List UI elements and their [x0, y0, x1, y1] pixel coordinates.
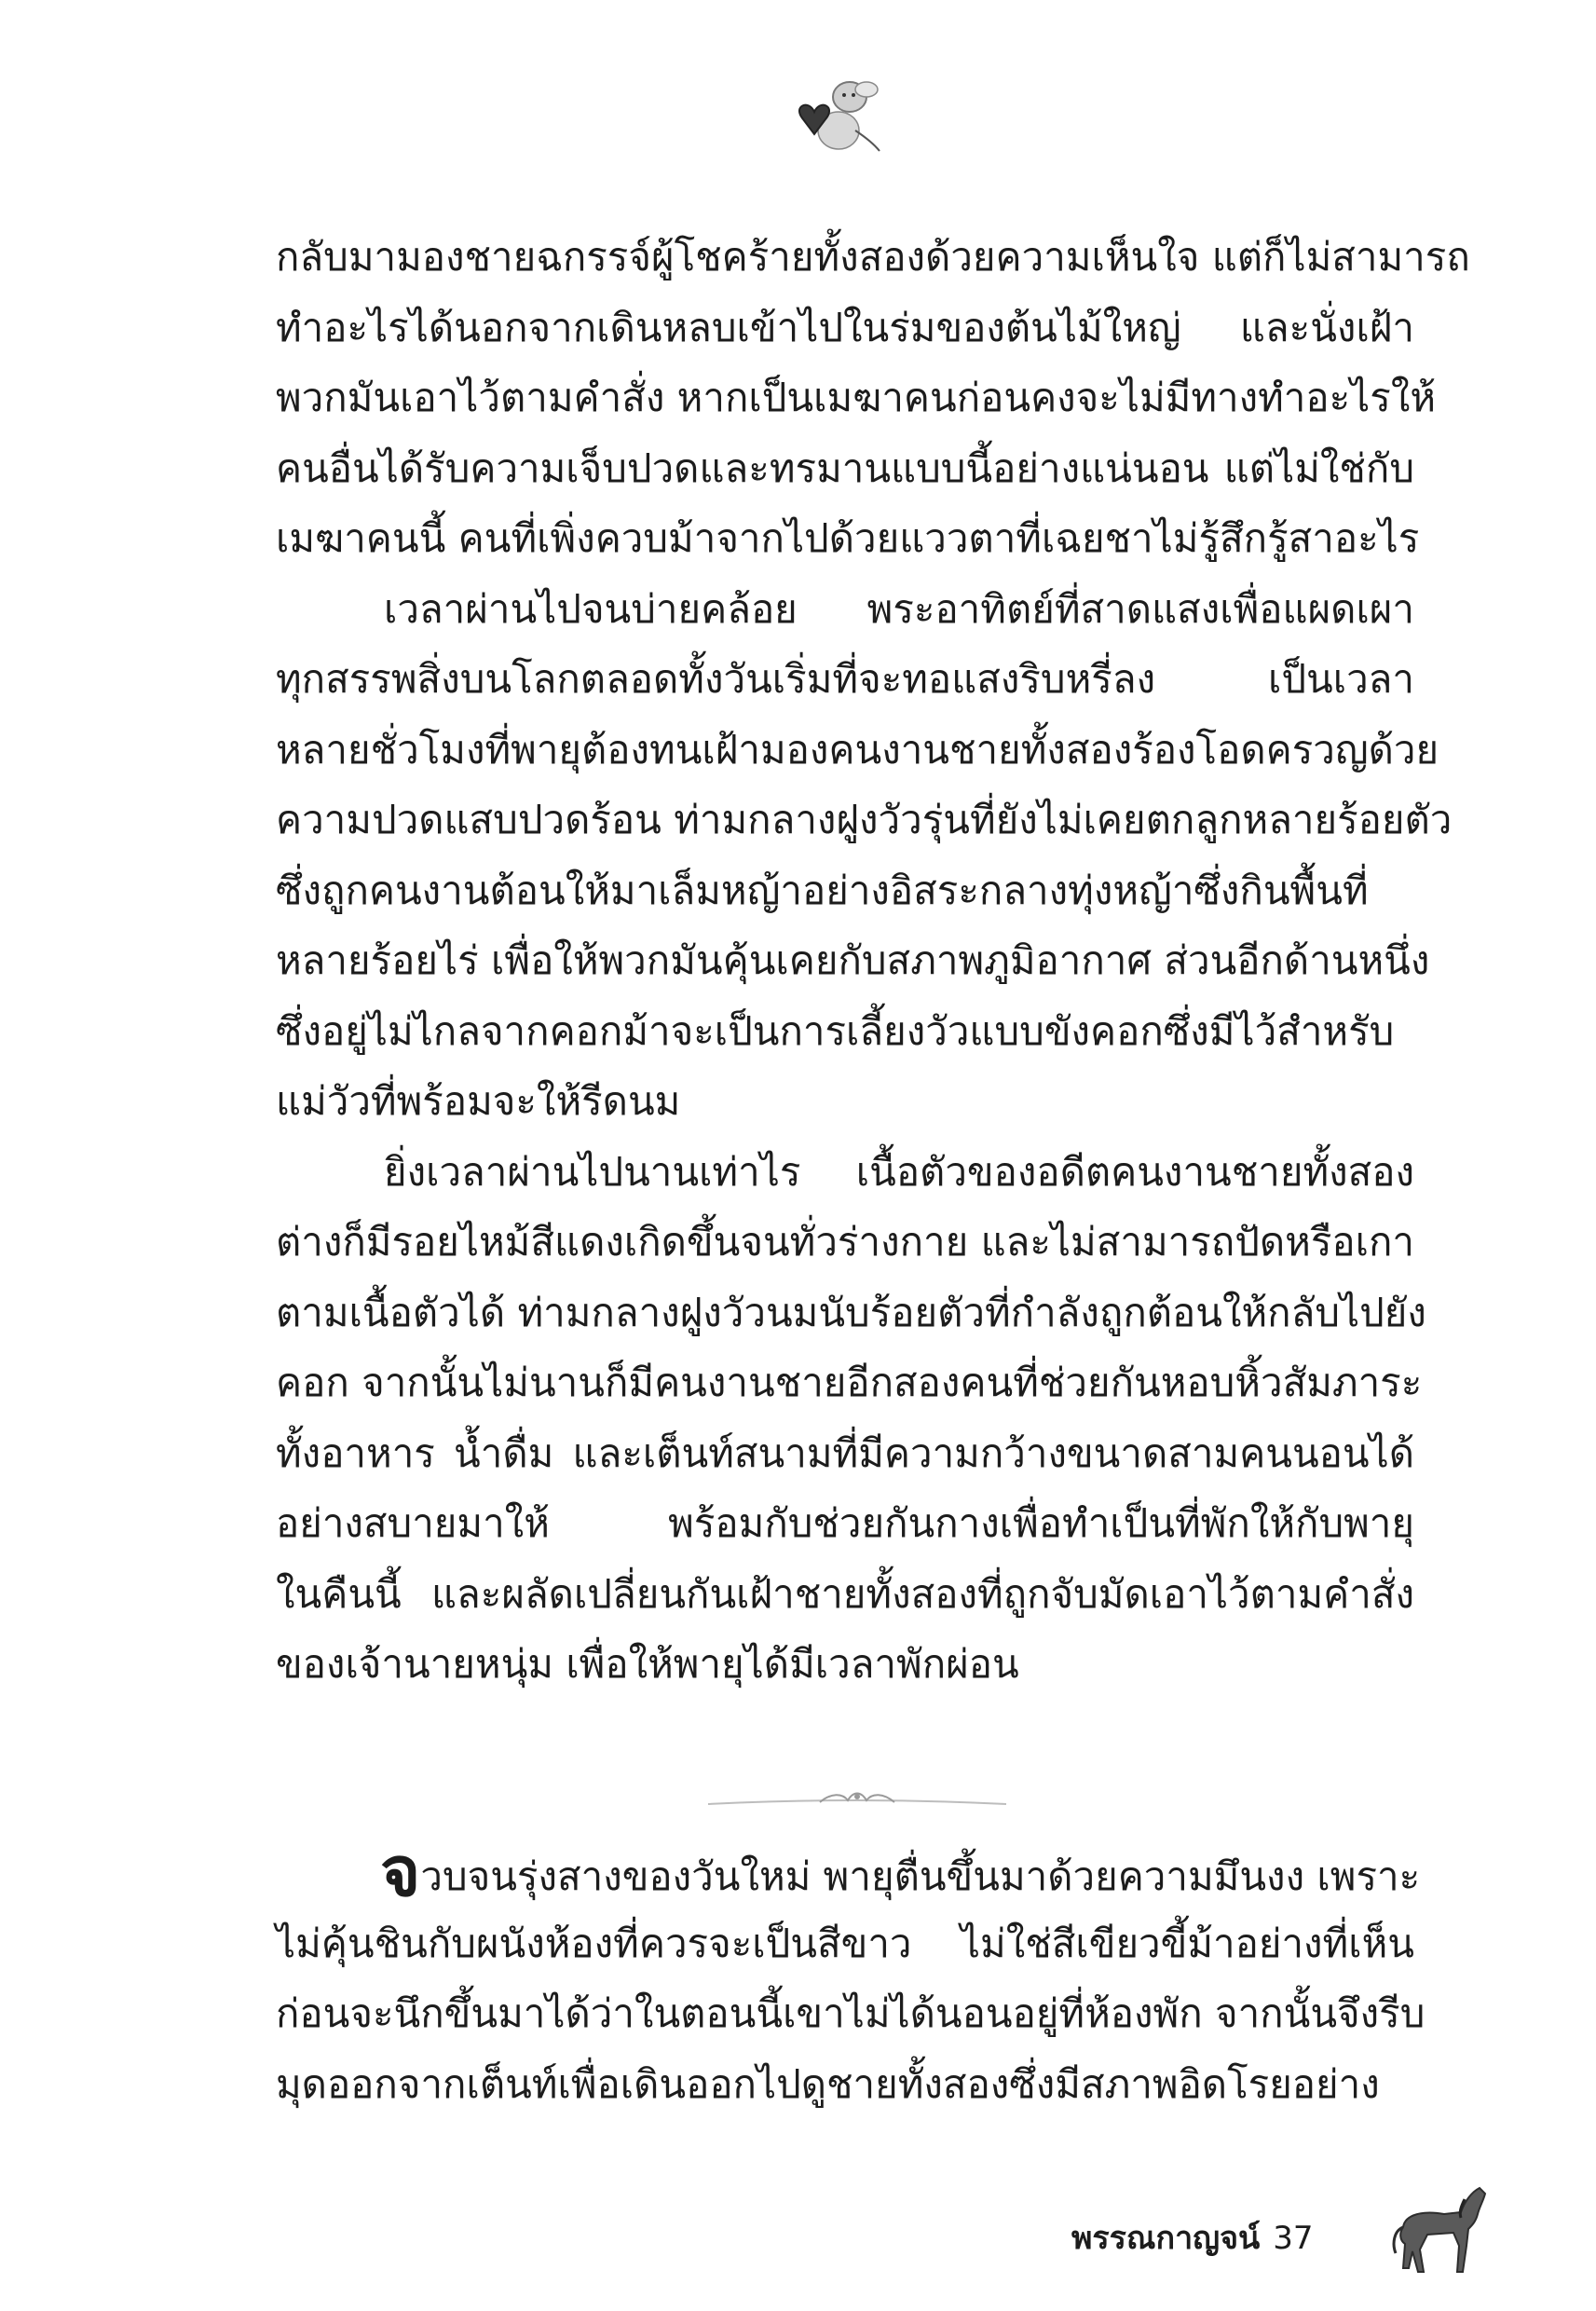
text-line: ความปวดแสบปวดร้อน ท่ามกลางฝูงวัวรุ่นที่ยังไม่เคยตกลูกหลายร้อยตัว: [276, 797, 1453, 842]
text-line-rest: วบจนรุ่งสางของวันใหม่ พายุตื่นขึ้นมาด้วยความมึนงง เพราะ: [420, 1853, 1421, 1899]
horse-icon: [1386, 2179, 1498, 2281]
text-line: กลับมามองชายฉกรรจ์ผู้โชคร้ายทั้งสองด้วยความเห็นใจ แต่ก็ไม่สามารถ: [276, 234, 1470, 280]
text-line: ก่อนจะนึกขึ้นมาได้ว่าในตอนนี้เขาไม่ได้นอนอยู่ที่ห้องพัก จากนั้นจึงรีบ: [276, 1990, 1425, 2036]
text-line: ทั้งอาหาร น้ำดื่ม และเต็นท์สนามที่มีความกว้างขนาดสามคนนอนได้: [276, 1429, 1414, 1476]
text-line: เมฆาคนนี้ คนที่เพิ่งควบม้าจากไปด้วยแววตาที่เฉยชาไม่รู้สึกรู้สาอะไร: [276, 515, 1420, 561]
text-line: ซึ่งถูกคนงานต้อนให้มาเล็มหญ้าอย่างอิสระกลางทุ่งหญ้าซึ่งกินพื้นที่: [276, 867, 1369, 913]
text-line: หลายร้อยไร่ เพื่อให้พวกมันคุ้นเคยกับสภาพภูมิอากาศ ส่วนอีกด้านหนึ่ง: [276, 937, 1430, 983]
text-line: คนอื่นได้รับความเจ็บปวดและทรมานแบบนี้อย่างแน่นอน แต่ไม่ใช่กับ: [276, 444, 1414, 491]
text-line: มุดออกจากเต็นท์เพื่อเดินออกไปดูชายทั้งสองซึ่งมีสภาพอิดโรยอย่าง: [276, 2060, 1380, 2107]
text-line: เวลาผ่านไปจนบ่ายคล้อย พระอาทิตย์ที่สาดแสงเพื่อแผดเผา: [384, 585, 1414, 632]
ornament-divider-icon: [708, 1787, 1006, 1810]
text-line-dropcap: [276, 1832, 1421, 1912]
text-line: ของเจ้านายหนุ่ม เพื่อให้พายุได้มีเวลาพักผ่อน: [276, 1641, 1019, 1687]
text-line: ต่างก็มีรอยไหม้สีแดงเกิดขึ้นจนทั่วร่างกาย และไม่สามารถปัดหรือเกา: [276, 1219, 1414, 1265]
text-line: ทุกสรรพสิ่งบนโลกตลอดทั้งวันเริ่มที่จะทอแสงริบหรี่ลง เป็นเวลา: [276, 656, 1414, 702]
text-line: ตามเนื้อตัวได้ ท่ามกลางฝูงวัวนมนับร้อยตัวที่กำลังถูกต้อนให้กลับไปยัง: [276, 1289, 1426, 1335]
page-number: 37: [1273, 2220, 1314, 2257]
page-footer: [1071, 2212, 1314, 2263]
main-text-block: [276, 222, 1470, 1700]
chapter-section-text: [276, 1832, 1425, 2119]
drop-cap: จ: [380, 1832, 421, 1912]
text-line: ไม่คุ้นชินกับผนังห้องที่ควรจะเป็นสีขาว ไม่ใช่สีเขียวขี้ม้าอย่างที่เห็น: [276, 1920, 1414, 1966]
text-line: ซึ่งอยู่ไม่ไกลจากคอกม้าจะเป็นการเลี้ยงวัวแบบขังคอกซึ่งมีไว้สำหรับ: [276, 1007, 1395, 1054]
cupid-heart-icon: [783, 65, 885, 168]
text-line: พวกมันเอาไว้ตามคำสั่ง หากเป็นเมฆาคนก่อนคงจะไม่มีทางทำอะไรให้: [276, 375, 1437, 420]
text-line: ทำอะไรได้นอกจากเดินหลบเข้าไปในร่มของต้นไม้ใหญ่ และนั่งเฝ้า: [276, 304, 1414, 350]
text-line: ยิ่งเวลาผ่านไปนานเท่าไร เนื้อตัวของอดีตคนงานชายทั้งสอง: [384, 1148, 1414, 1195]
text-line: อย่างสบายมาให้ พร้อมกับช่วยกันกางเพื่อทำเป็นที่พักให้กับพายุ: [276, 1500, 1414, 1546]
text-line: หลายชั่วโมงที่พายุต้องทนเฝ้ามองคนงานชายทั้งสองร้องโอดครวญด้วย: [276, 726, 1439, 773]
text-line: คอก จากนั้นไม่นานก็มีคนงานชายอีกสองคนที่ช่วยกันหอบหิ้วสัมภาระ: [276, 1360, 1423, 1405]
author-name: พรรณกาญจน์: [1071, 2220, 1261, 2257]
text-line: ในคืนนี้ และผลัดเปลี่ยนกันเฝ้าชายทั้งสองที่ถูกจับมัดเอาไว้ตามคำสั่ง: [276, 1570, 1414, 1617]
text-line: แม่วัวที่พร้อมจะให้รีดนม: [276, 1078, 681, 1124]
